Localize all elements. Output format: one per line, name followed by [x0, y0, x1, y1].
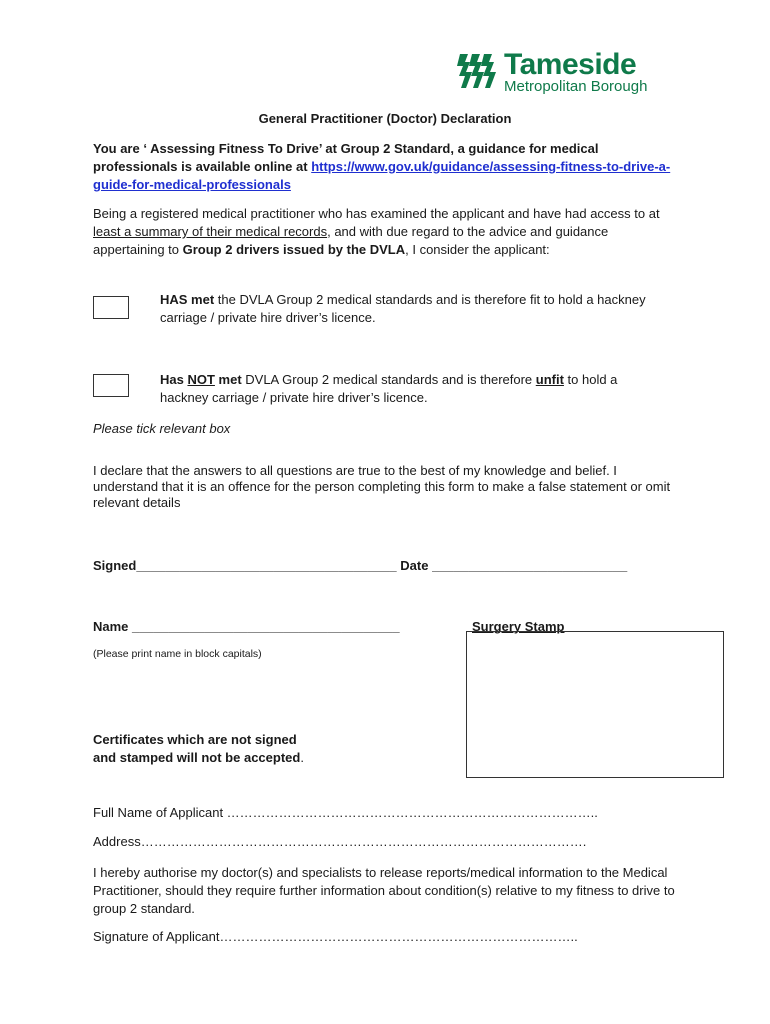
intro-paragraph	[93, 140, 683, 194]
applicant-signature-field[interactable]: Signature of Applicant………………………………………………………………………..	[93, 929, 578, 944]
has-met-bold: HAS met	[160, 292, 215, 307]
statement-part3: , I consider the applicant:	[405, 242, 550, 257]
has-not-met-checkbox[interactable]	[93, 374, 129, 397]
applicant-address-field[interactable]: Address………………………………………………………………………………………….	[93, 834, 587, 849]
signed-line[interactable]: ____________________________________	[136, 558, 397, 573]
has-not-bold: Has	[160, 372, 188, 387]
authorisation-text: I hereby authorise my doctor(s) and specialists to release reports/medical information to the Medical Practitioner, should they require further information about condition(s) relative to my fitness to drive to group 2 standard.	[93, 865, 675, 916]
tameside-logo	[456, 50, 680, 100]
cert-period: .	[300, 750, 304, 765]
guidance-link[interactable]: https://www.gov.uk/guidance/assessing-fitness-to-drive-a-guide-for-medical-professionals	[93, 159, 671, 192]
cert-line-1: Certificates which are not signed	[93, 732, 297, 747]
date-line[interactable]: ___________________________	[432, 558, 628, 573]
statement-part1: Being a registered medical practitioner who has examined the applicant and have had access to at	[93, 206, 660, 221]
has-not-met-end: to hold a hackney carriage / private hire driver’s licence.	[160, 372, 618, 405]
unfit-underlined: unfit	[535, 372, 564, 387]
declaration-text: I declare that the answers to all questions are true to the best of my knowledge and belief. I understand that it is an offence for the person completing this form to make a false statement or omit relevant details	[93, 463, 671, 510]
has-met-checkbox[interactable]	[93, 296, 129, 319]
cert-line-2: and stamped will not be accepted	[93, 750, 301, 765]
print-name-note: (Please print name in block capitals)	[93, 648, 262, 660]
tameside-swirl-icon	[456, 52, 502, 90]
certificates-warning	[93, 731, 304, 767]
date-label: Date	[400, 558, 429, 573]
tick-note: Please tick relevant box	[93, 421, 231, 436]
has-not-met-text: DVLA Group 2 medical standards and is therefore	[241, 372, 536, 387]
surgery-stamp-box[interactable]	[466, 631, 724, 778]
has-not-met-option	[160, 371, 660, 407]
page-title: General Practitioner (Doctor) Declaration	[258, 111, 512, 126]
met-bold: met	[214, 372, 242, 387]
signed-label: Signed	[93, 558, 137, 573]
name-line[interactable]: _____________________________________	[132, 619, 400, 634]
signed-row	[93, 558, 627, 573]
statement-underlined: least a summary of their medical records	[93, 224, 328, 239]
name-label: Name	[93, 619, 129, 634]
statement-bold: Group 2 drivers issued by the DVLA	[182, 242, 406, 257]
statement-part2: , and with due regard to the advice and guidance appertaining to	[93, 224, 609, 257]
has-met-text: the DVLA Group 2 medical standards and is therefore fit to hold a hackney carriage / private hire driver’s licence.	[160, 292, 646, 325]
surgery-stamp-label: Surgery Stamp	[472, 619, 565, 634]
has-met-option	[160, 291, 660, 327]
logo-subtitle: Metropolitan Borough	[504, 78, 648, 95]
applicant-full-name-field[interactable]: Full Name of Applicant …………………………………………………………………………..	[93, 805, 598, 820]
name-row	[93, 619, 400, 634]
logo-name: Tameside	[504, 48, 637, 81]
practitioner-statement	[93, 205, 683, 259]
intro-text: You are ‘ Assessing Fitness To Drive’ at Group 2 Standard, a guidance for medical professionals is available online at	[93, 141, 599, 174]
not-underlined: NOT	[187, 372, 215, 387]
